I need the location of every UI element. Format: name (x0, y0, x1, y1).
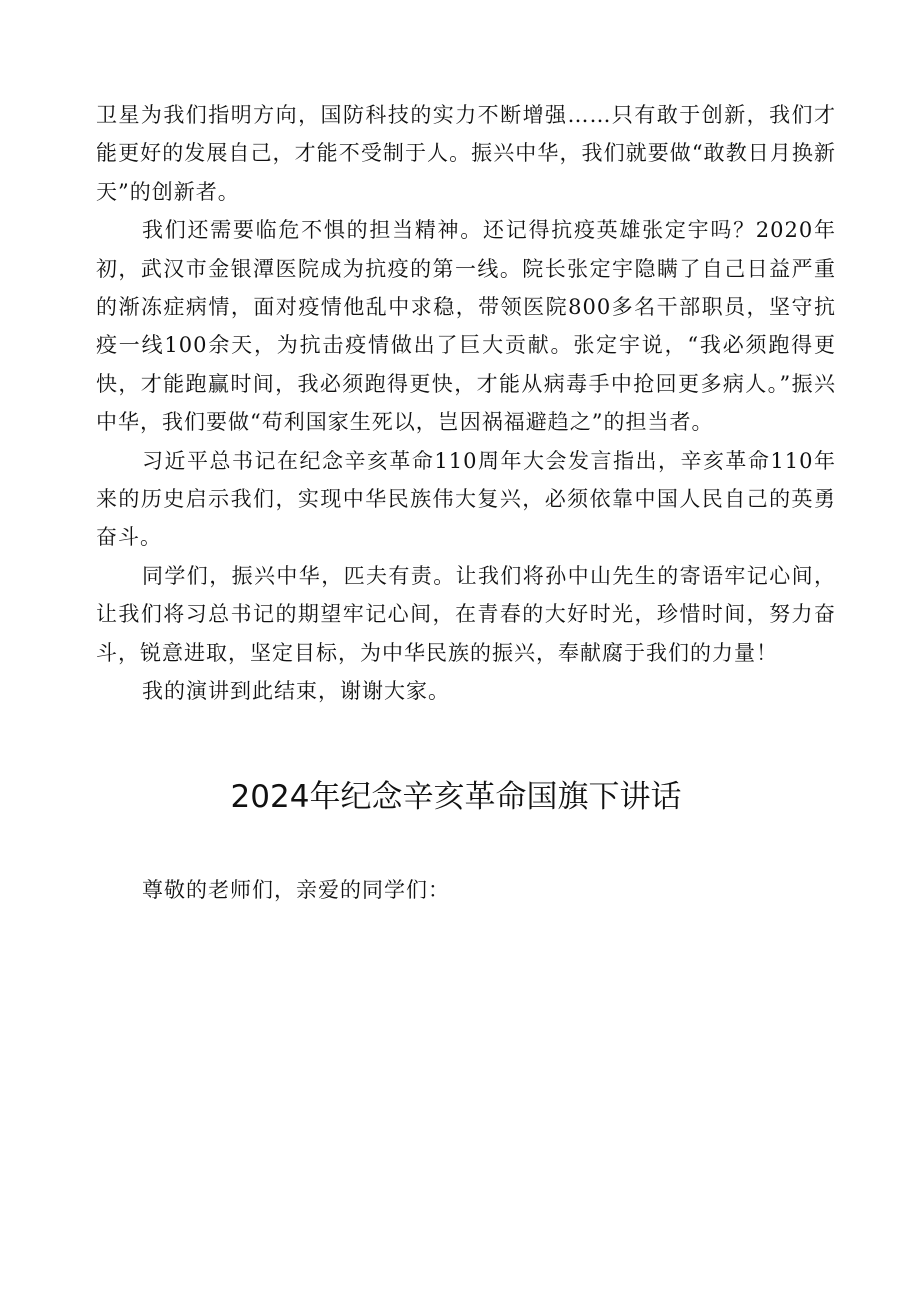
spacer (96, 817, 836, 871)
paragraph-call-to-action: 同学们，振兴中华，匹夫有责。让我们将孙中山先生的寄语牢记心间，让我们将习总书记的期望牢记心间，在青春的大好时光，珍惜时间，努力奋斗，锐意进取，坚定目标，为中华民族的振兴，奉献腐于我们的力量！ (96, 563, 836, 665)
spacer (96, 711, 836, 777)
paragraph-xinhai-anniversary: 习近平总书记在纪念辛亥革命110周年大会发言指出，辛亥革命110年来的历史启示我们，实现中华民族伟大复兴，必须依靠中国人民自己的英勇奋斗。 (96, 448, 836, 550)
document-page (96, 96, 836, 909)
salutation: 尊敬的老师们，亲爱的同学们： (142, 877, 450, 902)
document-title: 2024年纪念辛亥革命国旗下讲话 (230, 778, 682, 815)
paragraph-innovation: 卫星为我们指明方向，国防科技的实力不断增强……只有敢于创新，我们才能更好的发展自己，才能不受制于人。振兴中华，我们就要做“敢教日月换新天”的创新者。 (96, 103, 836, 204)
paragraph-closing: 我的演讲到此结束，谢谢大家。 (142, 679, 450, 704)
paragraph-responsibility: 我们还需要临危不惧的担当精神。还记得抗疫英雄张定宇吗？2020年初，武汉市金银潭医院成为抗疫的第一线。院长张定宇隐瞒了自己日益严重的渐冻症病情，面对疫情他乱中求稳，带领医院800多名干部职员，坚守抗疫一线100余天，为抗击疫情做出了巨大贡献。张定宇说，“我必须跑得更快，才能跑赢时间，我必须跑得更快，才能从病毒手中抢回更多病人。”振兴中华，我们要做“苟利国家生死以，岂因祸福避趋之”的担当者。 (96, 218, 836, 435)
